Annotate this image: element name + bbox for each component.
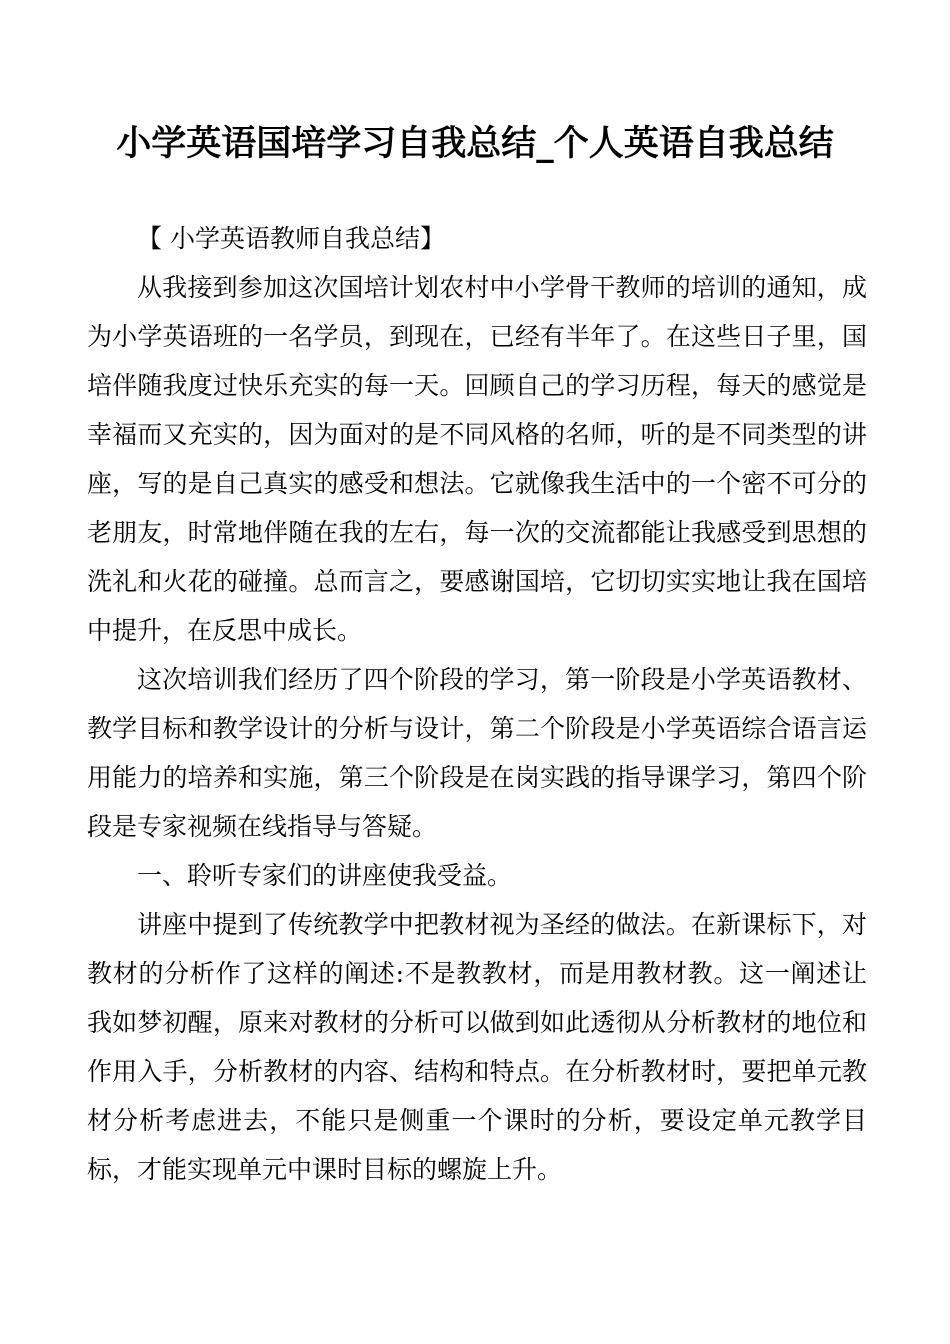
paragraph: 从我接到参加这次国培计划农村中小学骨干教师的培训的通知，成为小学英语班的一名学员，到现在，已经有半年了。在这些日子里，国培伴随我度过快乐充实的每一天。回顾自己的学习历程，每天的感觉是幸福而又充实的，因为面对的是不同风格的名师，听的是不同类型的讲座，写的是自己真实的感受和想法。它就像我生活中的一个密不可分的老朋友，时常地伴随在我的左右，每一次的交流都能让我感受到思想的洗礼和火花的碰撞。总而言之，要感谢国培，它切切实实地让我在国培中提升，在反思中成长。 bbox=[87, 273, 867, 645]
section-heading: 一、聆听专家们的讲座使我受益。 bbox=[137, 861, 513, 890]
paragraph-heading: 【 小学英语教师自我总结】 bbox=[137, 224, 445, 253]
document-body bbox=[87, 214, 867, 1194]
paragraph: 讲座中提到了传统教学中把教材视为圣经的做法。在新课标下，对教材的分析作了这样的阐述:不是教教材，而是用教材教。这一阐述让我如梦初醒，原来对教材的分析可以做到如此透彻从分析教材的地位和作用入手，分析教材的内容、结构和特点。在分析教材时，要把单元教材分析考虑进去，不能只是侧重一个课时的分析，要设定单元教学目标，才能实现单元中课时目标的螺旋上升。 bbox=[87, 910, 867, 1184]
document-title: 小学英语国培学习自我总结_个人英语自我总结 bbox=[116, 123, 834, 164]
paragraph: 这次培训我们经历了四个阶段的学习，第一阶段是小学英语教材、教学目标和教学设计的分析与设计，第二个阶段是小学英语综合语言运用能力的培养和实施，第三个阶段是在岗实践的指导课学习，第四个阶段是专家视频在线指导与答疑。 bbox=[87, 665, 867, 841]
